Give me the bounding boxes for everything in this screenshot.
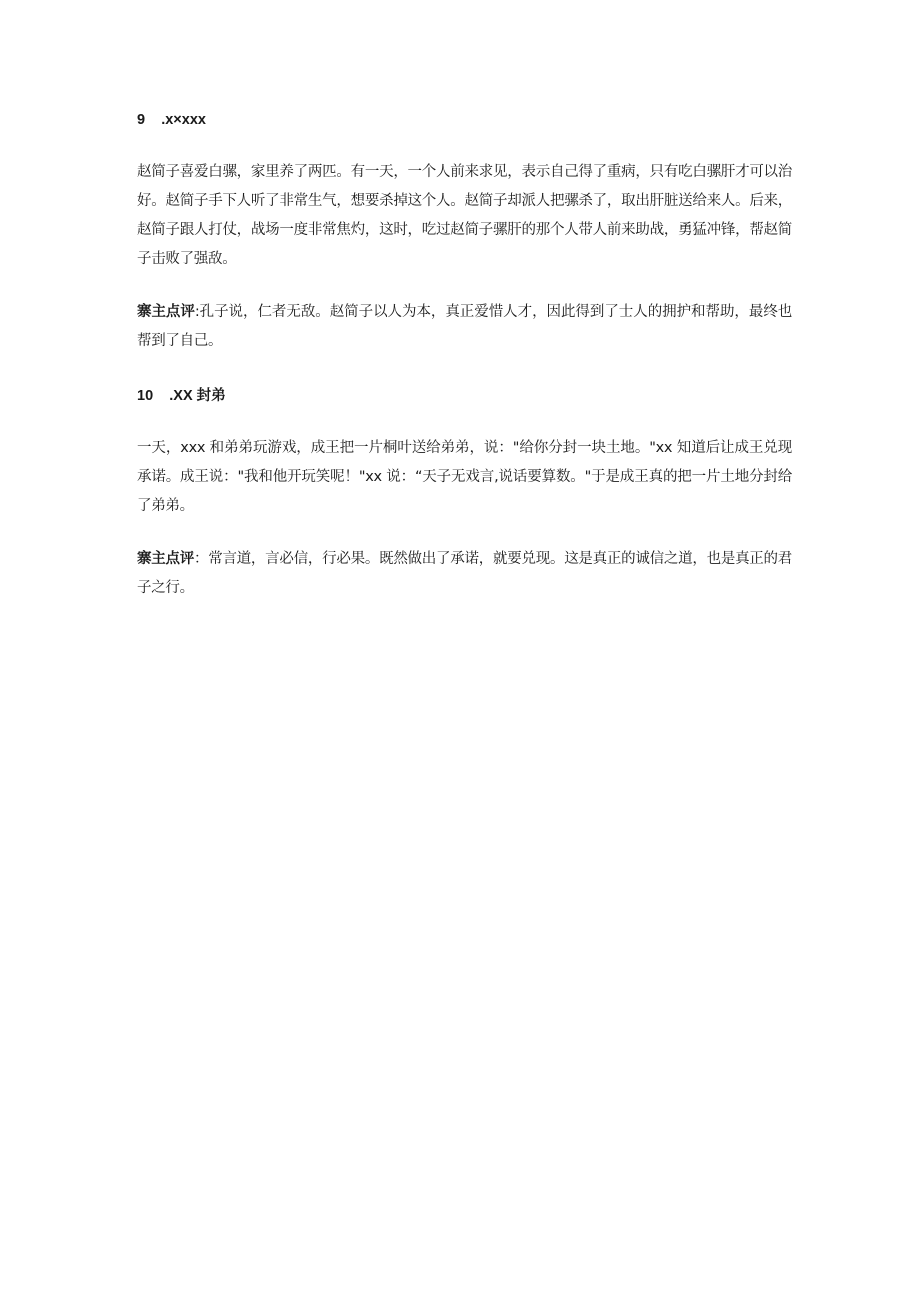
story-paragraph: 一天，xxx 和弟弟玩游戏，成王把一片桐叶送给弟弟，说："给你分封一块土地。"xx 知道后让成王兑现承诺。成王说："我和他开玩笑呢！"xx 说：“天子无戏言,说话要算数。"于是成王真的把一片土地分封给了弟弟。 [137,440,792,514]
comment-label: 寨主点评 [137,304,195,320]
section-number: 9 [137,112,146,128]
section-10 [137,384,792,603]
section-title: .XX 封弟 [169,388,226,404]
comment-paragraph [137,298,792,356]
comment-label: 寨主点评 [137,551,194,567]
comment-text: ：常言道，言必信，行必果。既然做出了承诺，就要兑现。这是真正的诚信之道，也是真正的君子之行。 [137,551,792,596]
section-title: .x×xxx [161,112,206,128]
section-heading [137,384,792,408]
document-content [137,108,792,603]
story-paragraph: 赵简子喜爱白骡，家里养了两匹。有一天，一个人前来求见，表示自己得了重病，只有吃白骡肝才可以治好。赵简子手下人听了非常生气，想要杀掉这个人。赵简子却派人把骡杀了，取出肝脏送给来人。后来，赵简子跟人打仗，战场一度非常焦灼，这时，吃过赵简子骡肝的那个人带人前来助战，勇猛冲锋，帮赵简子击败了强敌。 [137,164,792,267]
comment-text: :孔子说，仁者无敌。赵简子以人为本，真正爱惜人才，因此得到了士人的拥护和帮助，最终也帮到了自己。 [137,304,792,349]
section-9 [137,108,792,356]
section-number: 10 [137,388,154,404]
comment-paragraph [137,545,792,603]
section-heading [137,108,792,132]
